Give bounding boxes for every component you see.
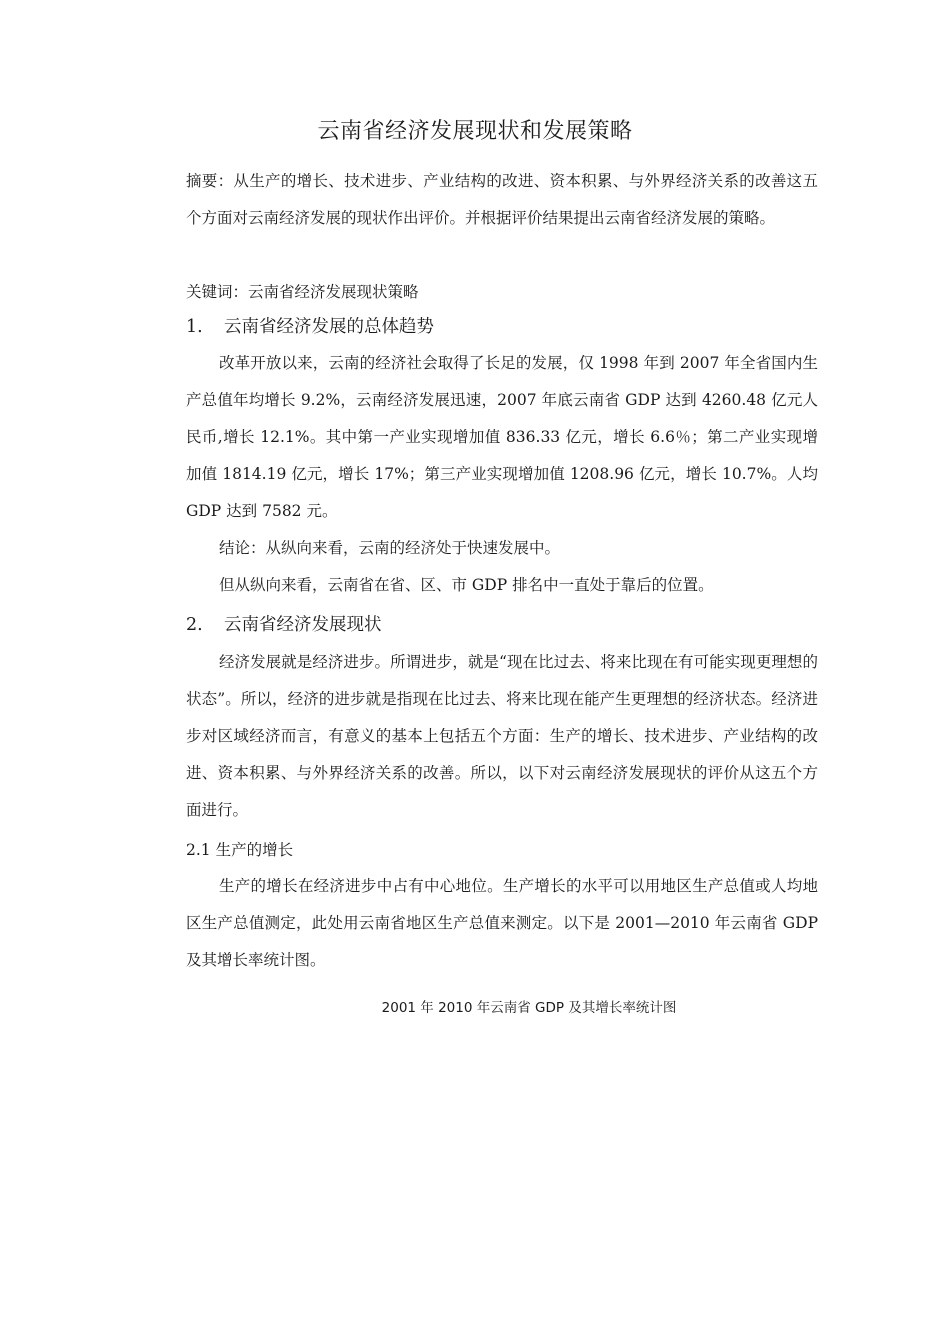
keywords-line: 关键词：云南省经济发展现状策略 (186, 283, 419, 301)
section-2-number: 2. (186, 615, 203, 635)
subsection-2-1-paragraph: 生产的增长在经济进步中占有中心地位。生产增长的水平可以用地区生产总值或人均地区生产总值测定，此处用云南省地区生产总值来测定。以下是 2001—2010 年云南省 GDP 及其增长率统计图。 (186, 877, 818, 969)
section-1-conclusion-2: 但从纵向来看，云南省在省、区、市 GDP 排名中一直处于靠后的位置。 (219, 576, 714, 594)
section-1-conclusion: 结论：从纵向来看，云南的经济处于快速发展中。 (219, 539, 561, 557)
section-1-number: 1. (186, 317, 203, 337)
abstract-paragraph: 摘要：从生产的增长、技术进步、产业结构的改进、资本积累、与外界经济关系的改善这五个方面对云南经济发展的现状作出评价。并根据评价结果提出云南省经济发展的策略。 (186, 172, 818, 227)
section-2-heading (186, 607, 382, 643)
subsection-2-1-heading: 2.1 生产的增长 (186, 841, 294, 859)
section-2-title: 云南省经济发展现状 (224, 615, 382, 635)
figure-caption: 2001 年 2010 年云南省 GDP 及其增长率统计图 (381, 1000, 677, 1016)
section-1-heading (186, 309, 434, 345)
section-1-title: 云南省经济发展的总体趋势 (224, 317, 434, 337)
section-2-paragraph: 经济发展就是经济进步。所谓进步，就是“现在比过去、将来比现在有可能实现更理想的状态”。所以，经济的进步就是指现在比过去、将来比现在能产生更理想的经济状态。经济进步对区域经济而言，有意义的基本上包括五个方面：生产的增长、技术进步、产业结构的改进、资本积累、与外界经济关系的改善。所以，以下对云南经济发展现状的评价从这五个方面进行。 (186, 653, 818, 819)
section-1-paragraph: 改革开放以来，云南的经济社会取得了长足的发展，仅 1998 年到 2007 年全省国内生产总值年均增长 9.2%，云南经济发展迅速，2007 年底云南省 GDP 达到 4260.48 亿元人民币,增长 12.1%。其中第一产业实现增加值 836.33 亿元，增长 6.6％；第二产业实现增加值 1814.19 亿元，增长 17%；第三产业实现增加值 1208.96 亿元，增长 10.7%。人均 GDP 达到 7582 元。 (186, 354, 818, 520)
document-title: 云南省经济发展现状和发展策略 (317, 119, 633, 144)
